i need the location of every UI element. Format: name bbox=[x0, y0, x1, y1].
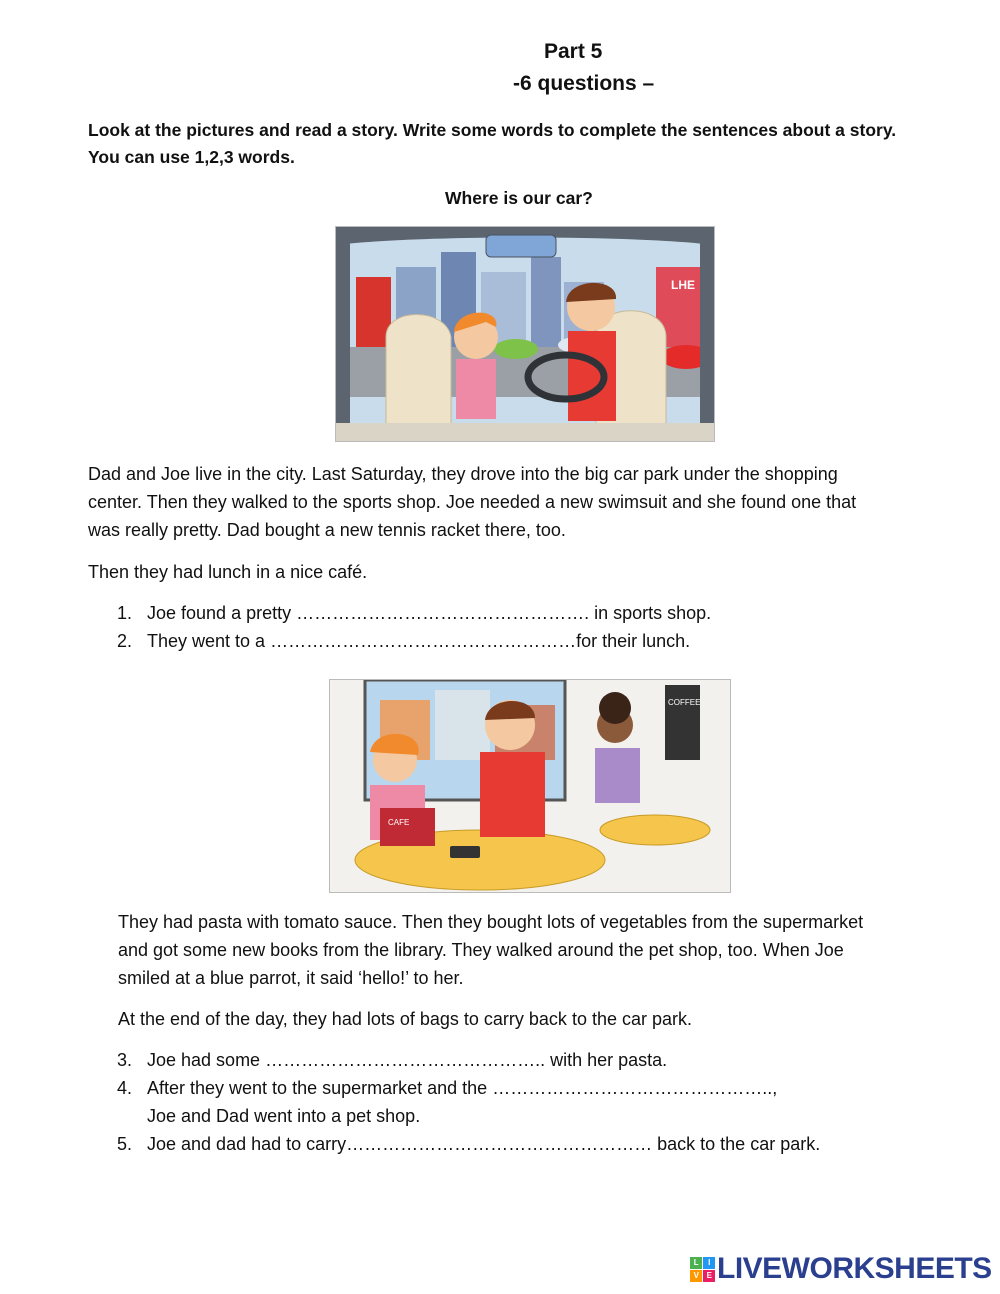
question-number: 5. bbox=[117, 1134, 133, 1154]
question-text[interactable]: After they went to the supermarket and the ……………………………………….., bbox=[147, 1078, 778, 1098]
logo-mark-icon: L I V E bbox=[690, 1257, 715, 1282]
question-3 bbox=[117, 1046, 837, 1074]
question-text[interactable]: Joe and dad had to carry…………………………………………… back to the car park. bbox=[147, 1134, 821, 1154]
car-illustration bbox=[335, 226, 715, 442]
question-number: 3. bbox=[117, 1050, 133, 1070]
question-1 bbox=[117, 599, 817, 627]
story-line-4: Then they had lunch in a nice café. bbox=[88, 562, 368, 582]
question-number: 1. bbox=[117, 603, 133, 623]
story-line-5: They had pasta with tomato sauce. Then they bought lots of vegetables from the supermarket bbox=[118, 912, 864, 932]
question-number: 2. bbox=[117, 631, 133, 651]
menu-label: CAFE bbox=[388, 818, 410, 827]
instructions-line2: You can use 1,2,3 words. bbox=[88, 147, 295, 167]
story-line-2: center. Then they walked to the sports shop. Joe needed a new swimsuit and she found one that bbox=[88, 492, 857, 512]
question-text[interactable]: Joe had some ……………………………………….. with her pasta. bbox=[147, 1050, 668, 1070]
questions-count: -6 questions – bbox=[513, 72, 655, 95]
story-line-1: Dad and Joe live in the city. Last Saturday, they drove into the big car park under the shopping bbox=[88, 464, 838, 484]
story-line-3: was really pretty. Dad bought a new tennis racket there, too. bbox=[88, 520, 566, 540]
question-4 bbox=[117, 1074, 837, 1102]
instructions-line1: Look at the pictures and read a story. Write some words to complete the sentences about a story. bbox=[88, 120, 897, 140]
story-line-8: At the end of the day, they had lots of bags to carry back to the car park. bbox=[118, 1009, 692, 1029]
question-2 bbox=[117, 627, 817, 655]
shop-sign-text: LHE bbox=[671, 278, 695, 292]
story-line-6: and got some new books from the library. They walked around the pet shop, too. When Joe bbox=[118, 940, 844, 960]
question-number: 4. bbox=[117, 1078, 133, 1098]
story-title: Where is our car? bbox=[445, 188, 593, 208]
part-title: Part 5 bbox=[544, 40, 603, 63]
question-4-continued: Joe and Dad went into a pet shop. bbox=[147, 1106, 421, 1126]
question-text[interactable]: They went to a ……………………………………………for their lunch. bbox=[147, 631, 691, 651]
coffee-board-label: COFFEE bbox=[668, 698, 701, 707]
story-line-7: smiled at a blue parrot, it said ‘hello!’ to her. bbox=[118, 968, 464, 988]
question-5 bbox=[117, 1130, 837, 1158]
logo-text: LIVEWORKSHEETS bbox=[717, 1252, 992, 1285]
question-text[interactable]: Joe found a pretty …………………………………………. in sports shop. bbox=[147, 603, 712, 623]
liveworksheets-logo bbox=[690, 1252, 992, 1286]
cafe-illustration bbox=[329, 679, 731, 893]
